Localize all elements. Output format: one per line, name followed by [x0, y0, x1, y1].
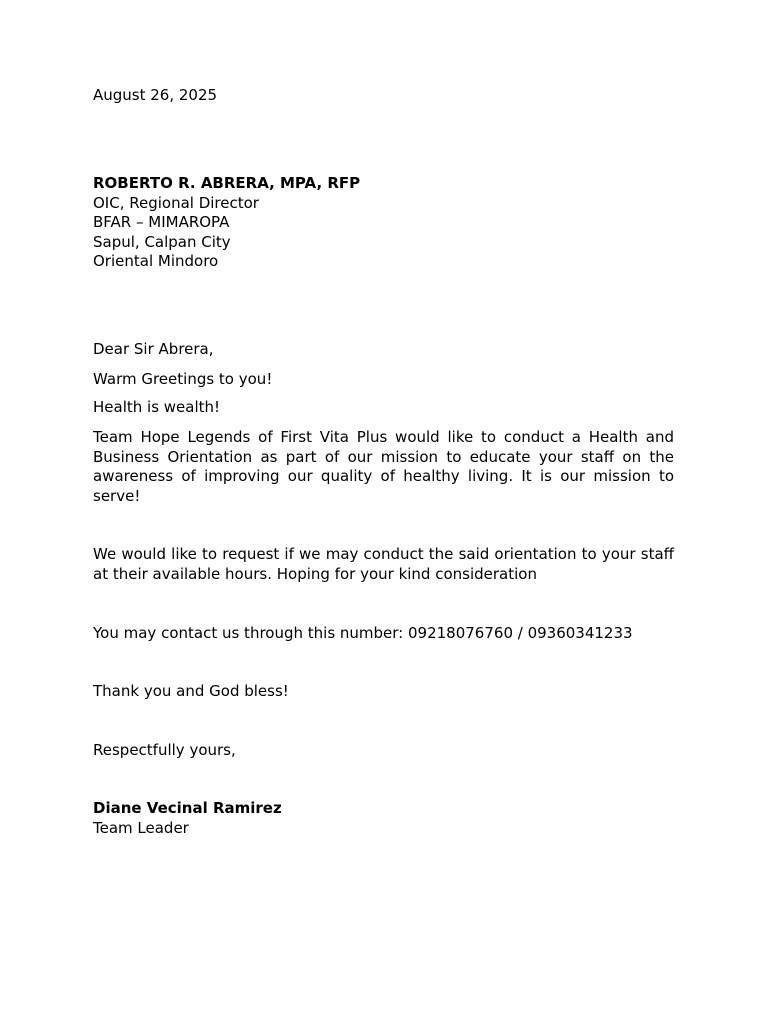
- contact-line: You may contact us through this number: 09218076760 / 09360341233: [93, 624, 633, 642]
- letter-date: August 26, 2025: [93, 86, 218, 104]
- sender-title: Team Leader: [93, 818, 189, 837]
- thanks-line: Thank you and God bless!: [93, 682, 289, 700]
- body-paragraph-2: We would like to request if we may conduct the said orientation to your staff at their available hours. Hoping for your kind consideration: [93, 545, 674, 583]
- greeting: Warm Greetings to you!: [93, 370, 273, 388]
- recipient-office: BFAR – MIMAROPA: [93, 213, 230, 231]
- sender-name: Diane Vecinal Ramirez: [93, 799, 282, 817]
- closing-line: Respectfully yours,: [93, 741, 236, 759]
- salutation: Dear Sir Abrera,: [93, 340, 214, 358]
- recipient-block: [93, 174, 674, 272]
- recipient-address-line1: Sapul, Calpan City: [93, 232, 231, 251]
- recipient-name: ROBERTO R. ABRERA, MPA, RFP: [93, 174, 361, 192]
- tagline: Health is wealth!: [93, 398, 221, 416]
- body-paragraph-1: Team Hope Legends of First Vita Plus would like to conduct a Health and Business Orientation as part of our mission to educate your staff on the awareness of improving our quality of healthy living. It is our mission to serve!: [93, 428, 674, 505]
- recipient-title: OIC, Regional Director: [93, 193, 259, 212]
- recipient-address-line2: Oriental Mindoro: [93, 252, 219, 270]
- sender-block: [93, 799, 674, 838]
